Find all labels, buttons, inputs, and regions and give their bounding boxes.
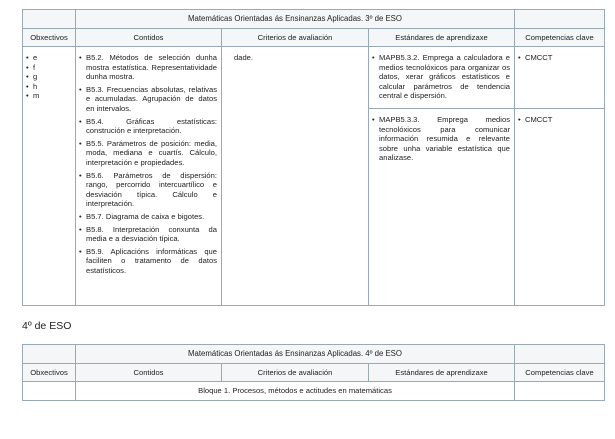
header-corner-cell [515, 345, 605, 364]
obxectivo-item: • m [26, 91, 71, 101]
contido-item: • B5.3. Frecuencias absolutas, relativas e acumuladas. Agrupación de datos en intervalos. [79, 85, 217, 114]
contido-item: • B5.4. Gráficas estatísticas: construción e interpretación. [79, 117, 217, 136]
header-corner-cell [23, 345, 76, 364]
table-title: Matemáticas Orientadas ás Ensinanzas Aplicadas. 3º de ESO [76, 10, 515, 29]
criterios-cell [222, 47, 369, 306]
contido-item: • B5.5. Parámetros de posición: media, moda, mediana e cuartís. Cálculo, interpretación e propiedades. [79, 139, 217, 168]
column-header-obxectivos: Obxectivos [23, 364, 76, 382]
contido-item: • B5.8. Interpretación conxunta da media e a desviación típica. [79, 225, 217, 244]
competencia-item: • CMCCT [518, 115, 600, 125]
column-header-estandares: Estándares de aprendizaxe [369, 364, 515, 382]
estandar-block [369, 47, 514, 108]
obxectivos-list [26, 53, 71, 101]
column-header-criterios: Criterios de avaliación [222, 29, 369, 47]
estandares-cell [369, 47, 515, 306]
column-header-criterios: Criterios de avaliación [222, 364, 369, 382]
contido-item: • B5.9. Aplicacións informáticas que faciliten o tratamento de datos estatísticos. [79, 247, 217, 276]
estandar-item: • MAPB5.3.2. Emprega a calculadora e medios tecnolóxicos para organizar os datos, xerar gráficos estatísticos e calcular parámetros de tendencia central e dispersión. [372, 53, 510, 101]
contido-item: • B5.7. Diagrama de caixa e bigotes. [79, 212, 217, 222]
column-header-estandares: Estándares de aprendizaxe [369, 29, 515, 47]
empty-cell [23, 382, 76, 401]
section-heading: 4º de ESO [22, 320, 72, 332]
column-header-competencias: Competencias clave [515, 29, 605, 47]
obxectivos-cell [23, 47, 76, 306]
obxectivo-item: • h [26, 82, 71, 92]
column-header-competencias: Competencias clave [515, 364, 605, 382]
contido-item: • B5.6. Parámetros de dispersión: rango, percorrido intercuartílico e desviación típica. Cálculo e interpretación. [79, 171, 217, 209]
competencias-cell [515, 47, 605, 306]
table-title: Matemáticas Orientadas ás Ensinanzas Aplicadas. 4º de ESO [76, 345, 515, 364]
bloque-heading: Bloque 1. Procesos, métodos e actitudes en matemáticas [76, 382, 515, 401]
competencia-block [515, 47, 604, 108]
estandar-block [369, 108, 514, 168]
curriculum-table-3eso [22, 9, 605, 306]
curriculum-table-4eso [22, 344, 605, 401]
header-corner-cell [23, 10, 76, 29]
estandar-item: • MAPB5.3.3. Emprega medios tecnolóxicos para comunicar información resumida e relevante sobre unha variable estatística que analizase. [372, 115, 510, 163]
contidos-list [79, 53, 217, 275]
contidos-cell [76, 47, 222, 306]
empty-cell [515, 382, 605, 401]
obxectivo-item: • g [26, 72, 71, 82]
criterios-text: dade. [234, 53, 254, 62]
column-header-contidos: Contidos [76, 364, 222, 382]
competencia-block [515, 108, 604, 130]
competencia-item: • CMCCT [518, 53, 600, 63]
column-header-contidos: Contidos [76, 29, 222, 47]
column-header-obxectivos: Obxectivos [23, 29, 76, 47]
contido-item: • B5.2. Métodos de selección dunha mostra estatística. Representatividade dunha mostra. [79, 53, 217, 82]
obxectivo-item: • f [26, 63, 71, 73]
obxectivo-item: • e [26, 53, 71, 63]
header-corner-cell [515, 10, 605, 29]
